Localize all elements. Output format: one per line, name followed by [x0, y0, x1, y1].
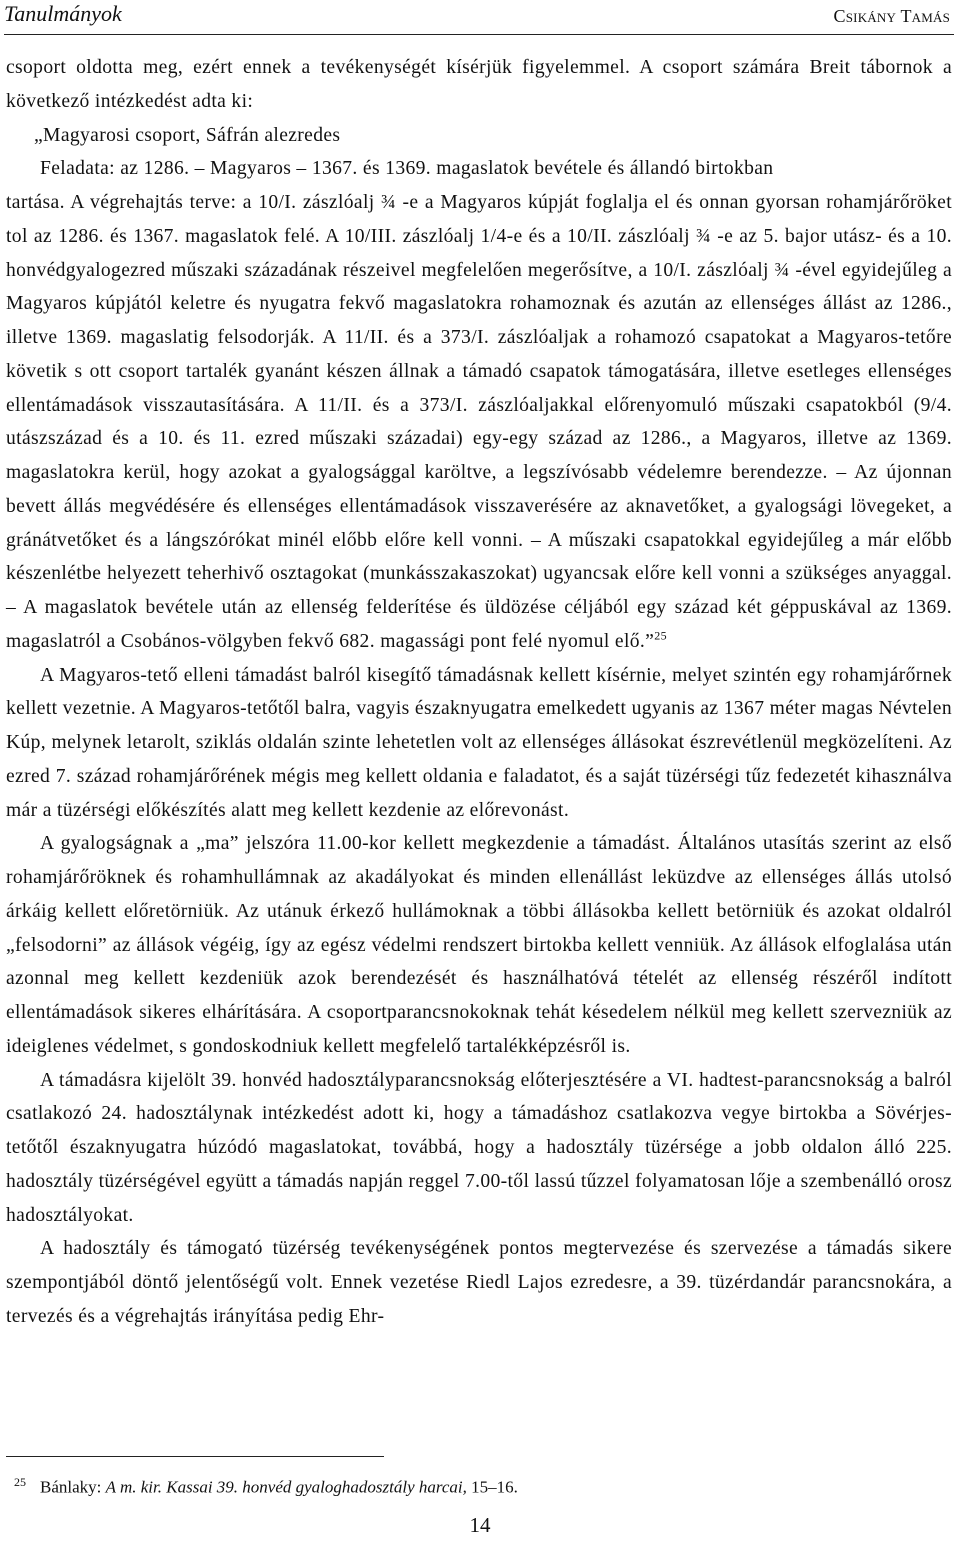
footnote [14, 1471, 914, 1499]
quoted-order [6, 119, 952, 659]
footnote-number: 25 [14, 1475, 26, 1489]
quote-heading: „Magyarosi csoport, Sáfrán alezredes [34, 124, 341, 146]
quote-task-line: Feladata: az 1286. – Magyaros – 1367. és 1369. magaslatok bevétele és állandó birtokban [40, 158, 774, 180]
paragraph-4: A támadásra kijelölt 39. honvéd hadosztályparancsnokság előterjesztésére a VI. hadtest-parancsnokság a balról csatlakozó 24. hadosztálynak intézkedést adott ki, hogy a támadáshoz csatlakozva vegye birtokba a Sövérjes-tetőtől északnyugatra húzódó magaslatokat, továbbá, hogy a hadosztály tüzérsége a jobb oldalon álló 225. hadosztály tüzérségével együtt a támadás napján reggel 7.00-től lassú tűzzel folyamatosan lője a szembenálló orosz hadosztályokat. [6, 1069, 952, 1226]
page-number: 14 [469, 1513, 491, 1537]
header-divider [4, 34, 954, 35]
paragraph-5: A hadosztály és támogató tüzérség tevékenységének pontos megtervezése és szervezése a támadás sikere szempontjából döntő jelentőségű volt. Ennek vezetése Riedl Lajos ezredesre, a 39. tüzérdandár parancsnokára, a tervezés és a végrehajtás irányítása pedig Ehr- [6, 1238, 952, 1327]
quote-body: tartása. A végrehajtás terve: a 10/I. zászlóalj ¾ -e a Magyaros kúpját foglalja el és onnan gyorsan rohamjárőröket tol az 1286. és 1367. magaslatok felé. A 10/III. zászlóalj 1/4-e és a 10/II. zászlóalj ¾ -e az 5. bajor utász- és a 10. honvédgyalogezred műszaki századának részeivel megfelelően megerősítve, a 10/I. zászlóalj ¾ -ével egyidejűleg a Magyaros kúpjától keletre és nyugatra fekvő magaslatokra rohamoznak és azután az ellenséges állást az 1286., illetve 1369. magaslatig felsodorják. A 11/II. és a 373/I. zászlóaljak a rohamozó csapatokat a Magyaros-tetőre követik s ott csoport tartalék gyanánt készen állnak a támadó csapatok támogatására, illetve esetleges ellenséges ellentámadások visszautasítására. A 11/II. és a 373/I. zászlóaljakkal előrenyomuló műszaki csapatokból (9/4. utászszázad és a 10. és 11. ezred műszaki századai) egy-egy század az 1286., a Magyaros, illetve az 1369. magaslatokra kerül, hogy azokat a gyalogsággal karöltve, a legszívósabb védelemre berendezze. – Az újonnan bevett állás megvédésére és ellenséges ellentámadások visszaverésére az aknavetőket, a gyalogsági lövegeket, a gránátvetőket és a lángszórókat minél előbb előre kell vonni. – A műszaki csapatokkal egyidejűleg a már előbb készenlétbe helyezett teherhivő osztagokat (munkásszakaszokat) ugyancsak előre kell vonni a szükséges anyaggal. – A magaslatok bevétele után az ellenség felderítése és üldözése céljából egy század két géppuskával az 1369. magaslatról a Csobános-völgyben fekvő 682. magassági pont felé nyomul elő.” [6, 192, 952, 652]
footnote-pages: 15–16. [471, 1477, 518, 1497]
author-name: Csikány Tamás [833, 6, 950, 26]
running-header [0, 0, 960, 30]
paragraph-2: A Magyaros-tető elleni támadást balról kisegítő támadásnak kellett kísérnie, melyet szintén egy rohamjárőrnek kellett vezetnie. A Magyaros-tetőtől balra, vagyis északnyugatra emelkedett ugyanis az 1367 méter magas Névtelen Kúp, melynek letarolt, sziklás oldalán szinte lehetetlen volt az ellenséges állásokat észrevétlenül megközelíteni. Az ezred 7. század rohamjárőrének mégis meg kellett oldania e faladatot, és a saját tüzérségi tűz fedezetét kihasználva már a tüzérségi előkészítés alatt meg kellett kezdenie az előrevonást. [6, 664, 952, 821]
footnote-author: Bánlaky: [40, 1477, 102, 1497]
main-text [6, 51, 952, 1334]
footnote-title: A m. kir. Kassai 39. honvéd gyaloghadosztály harcai, [105, 1477, 467, 1497]
section-title: Tanulmányok [4, 1, 122, 26]
paragraph-3: A gyalogságnak a „ma” jelszóra 11.00-kor kellett megkezdenie a támadást. Általános utasítás szerint az első rohamjárőröknek és rohamhullámnak az akadályokat és minden ellenállást leküzdve az ellenséges állás utolsó árkáig kellett előretörniük. Az utánuk érkező hullámoknak a többi állásokba kellett betörniük és azokat oldalról „felsodorni” az állások végéig, így az egész védelmi rendszert birtokba kellett venniük. Az állások elfoglalása után azonnal meg kellett kezdeniük azok berendezését és használhatóvá tételét az ellenség részéről indított ellentámadások sikeres elhárítására. A csoportparancsnokoknak tehát késedelem nélkül meg kellett szervezniük az ideiglenes védelmet, s gondoskodniuk kellett megfelelő tartalékképzésről is. [6, 833, 952, 1057]
footnote-reference[interactable]: 25 [654, 628, 667, 643]
footnote-divider [6, 1456, 384, 1457]
paragraph-1: csoport oldotta meg, ezért ennek a tevékenységét kísérjük figyelemmel. A csoport számára Breit tábornok a következő intézkedést adta ki: [6, 57, 952, 112]
